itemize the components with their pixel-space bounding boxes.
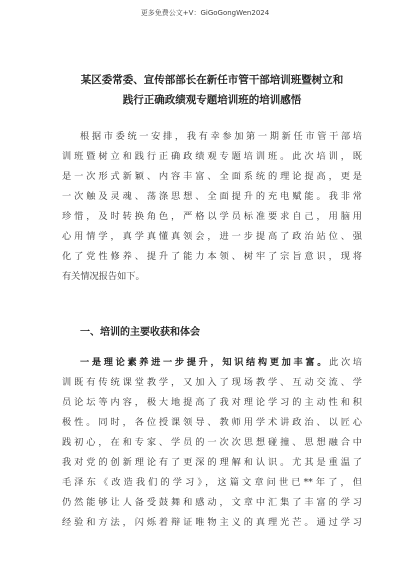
- paragraph-text: 此次培: [329, 357, 362, 368]
- paragraph-line: 践初心，在和专家、学员的一次次思想碰撞、思想融合中: [62, 437, 362, 448]
- paragraph-line: 极性。同时，各位授课领导、教师用学术讲政治、以匠心: [62, 417, 362, 428]
- intro-line: 是一次形式新颖、内容丰富、全面系统的理论提高，更是: [62, 171, 362, 182]
- intro-line: 珍惜，及时转换角色，严格以学员标准要求自己，用脑用: [62, 211, 362, 222]
- intro-line: 一次触及灵魂、荡涤思想、全面提升的充电赋能。我非常: [62, 191, 362, 202]
- section-heading: 一、培训的主要收获和体会: [80, 327, 200, 338]
- header-note: 更多免费公文+V：GiGoGongWen2024: [140, 9, 270, 17]
- intro-line: 有关情况报告如下。: [62, 271, 145, 282]
- paragraph-line: 毛泽东《改造我们的学习》，这篇文章问世已**年了，但: [62, 477, 362, 488]
- intro-line: 心用情学，真学真懂真领会，进一步提高了政治站位、强: [62, 231, 362, 242]
- document-title-line-2: 践行正确政绩观专题培训班的培训感悟: [122, 94, 302, 106]
- paragraph-line: 员论坛等内容，极大地提高了我对理论学习的主动性和积: [62, 397, 362, 408]
- document-title-line-1: 某区委常委、宣传部部长在新任市管干部培训班暨树立和: [80, 74, 344, 86]
- intro-line: 训班暨树立和践行正确政绩观专题培训班。此次培训，既: [62, 151, 362, 162]
- paragraph-first-line: [62, 354, 362, 368]
- paragraph-line: 训既有传统课堂教学，又加入了现场教学、互动交流、学: [62, 377, 362, 388]
- paragraph-line: 仍然能够让人备受鼓舞和感动，文章中汇集了丰富的学习: [62, 497, 362, 508]
- paragraph-line: 经验和方法，闪烁着辩证唯物主义的真理光芒。通过学习: [62, 517, 362, 528]
- bold-lead-sentence: 一是理论素养进一步提升，知识结构更加丰富。: [80, 357, 330, 368]
- intro-line: 化了党性修养、提升了能力本领、树牢了宗旨意识，现将: [62, 251, 362, 262]
- intro-line: 根据市委统一安排，我有幸参加第一期新任市管干部培: [80, 131, 362, 142]
- paragraph-line: 我对党的创新理论有了更深的理解和认识。尤其是重温了: [62, 457, 362, 468]
